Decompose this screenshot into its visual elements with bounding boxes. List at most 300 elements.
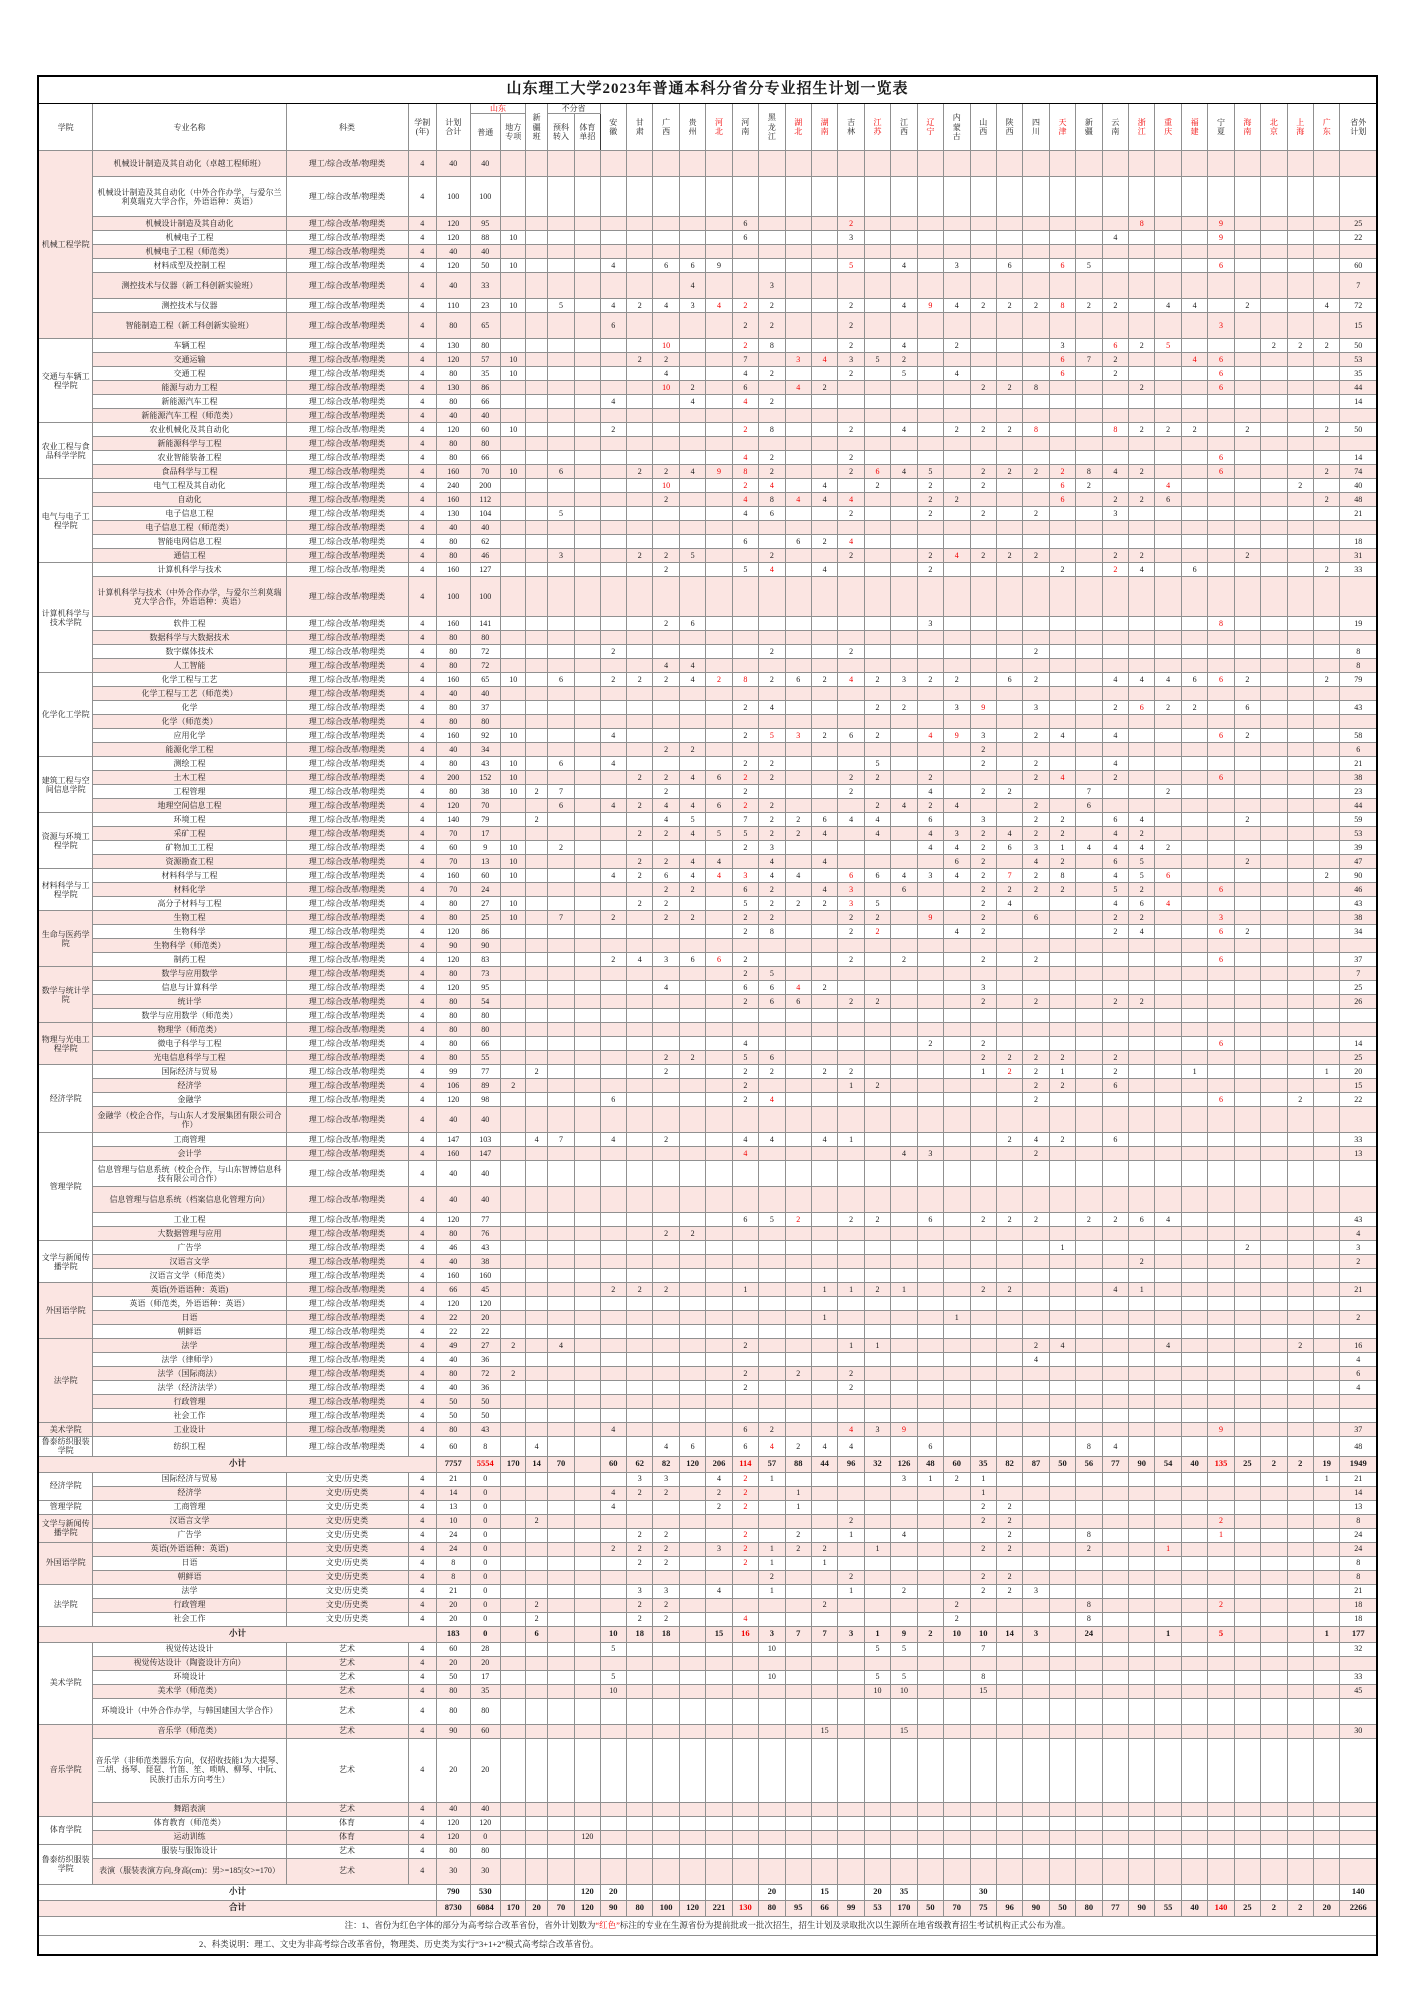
cell-common: 66: [470, 395, 500, 409]
cell-jx: 4: [891, 339, 917, 353]
cell-shx: [996, 1107, 1022, 1133]
major-row: [38, 1353, 1377, 1367]
cell-jx: [891, 177, 917, 217]
cell-total: 20: [436, 1656, 470, 1670]
cell-common: 100: [470, 577, 500, 617]
cell-cq: [1155, 981, 1181, 995]
cell-shx: [996, 395, 1022, 409]
category-cell: 理工/综合改革/物理类: [286, 1339, 408, 1353]
cell-hn: [1234, 1051, 1260, 1065]
cell-gx: 2: [653, 1227, 679, 1241]
cell-ty: [575, 1656, 600, 1670]
cell-sh: [1287, 1227, 1313, 1241]
cell-sc: [1023, 1642, 1049, 1656]
cell-hen: [732, 1227, 758, 1241]
cell-tj: [1049, 259, 1075, 273]
cell-nx: [1208, 897, 1234, 911]
red-value: 2: [743, 481, 748, 491]
cell-gs: [627, 521, 653, 535]
cell-xjb: 2: [526, 1065, 547, 1079]
cell-gz: [679, 563, 705, 577]
major-row: [38, 1213, 1377, 1227]
col-years: 学制 (年): [408, 104, 436, 151]
cell-hn: [1234, 1528, 1260, 1542]
cell-nmg: [944, 1037, 970, 1051]
cell-ln: [917, 381, 943, 395]
cell-tj: [1049, 743, 1075, 757]
cell-jl: [838, 259, 864, 273]
cell-yk: 7: [547, 1133, 574, 1147]
cell-nmg: [944, 1255, 970, 1269]
cell-df: [501, 409, 526, 423]
cell-heb: [706, 521, 732, 535]
cell-sx: [970, 1802, 996, 1816]
category-cell: 理工/综合改革/物理类: [286, 1079, 408, 1093]
cell-df: [501, 1381, 526, 1395]
cell-jx: [891, 1816, 917, 1830]
cell-gz: 4: [679, 273, 705, 299]
cell-gd: [1313, 1093, 1339, 1107]
cell-gz: 6: [679, 953, 705, 967]
category-cell: 理工/综合改革/物理类: [286, 507, 408, 521]
cell-sc: [1023, 1187, 1049, 1213]
cell-fj: [1181, 1844, 1207, 1858]
cell-zj: [1129, 245, 1155, 259]
category-cell: 理工/综合改革/物理类: [286, 1423, 408, 1437]
cell-bj: [1261, 1353, 1287, 1367]
cell-gz: 2: [679, 883, 705, 897]
cell-heb: [706, 1051, 732, 1065]
red-value: 135: [1214, 1458, 1228, 1469]
cell-cq: [1155, 827, 1181, 841]
cell-ty: [575, 1556, 600, 1570]
cell-jl: [838, 1542, 864, 1556]
cell-cq: [1155, 757, 1181, 771]
cell-jl: [838, 1161, 864, 1187]
cell-fj: [1181, 1858, 1207, 1884]
cell-gs: [627, 1884, 653, 1900]
cell-gd: 2: [1313, 339, 1339, 353]
cell-gz: [679, 631, 705, 645]
cell-xjb: [526, 1528, 547, 1542]
years-cell: 4: [408, 701, 436, 715]
cell-total: 160: [436, 869, 470, 883]
major-row: [38, 1269, 1377, 1283]
cell-ln: [917, 631, 943, 645]
cell-hub: 95: [785, 1900, 811, 1916]
cell-zj: [1129, 1381, 1155, 1395]
cell-sh: 2: [1287, 1093, 1313, 1107]
cell-hun: 2: [811, 1065, 837, 1079]
years-cell: 4: [408, 1255, 436, 1269]
cell-bj: [1261, 1161, 1287, 1187]
major-row: [38, 1147, 1377, 1161]
cell-hen: 2: [732, 701, 758, 715]
cell-nx: [1208, 1147, 1234, 1161]
cell-out: 4: [1340, 1381, 1377, 1395]
cell-tj: [1049, 1187, 1075, 1213]
cell-zj: [1129, 1500, 1155, 1514]
cell-ah: [600, 409, 626, 423]
cell-out: 3: [1340, 1241, 1377, 1255]
years-cell: 4: [408, 967, 436, 981]
cell-sh: [1287, 273, 1313, 299]
cell-nx: [1208, 1456, 1234, 1472]
cell-common: 25: [470, 911, 500, 925]
cell-tj: [1049, 1724, 1075, 1738]
cell-heb: [706, 1381, 732, 1395]
cell-common: 86: [470, 925, 500, 939]
cell-hun: [811, 715, 837, 729]
cell-sh: [1287, 465, 1313, 479]
cell-xjb: [526, 911, 547, 925]
cell-hun: [811, 841, 837, 855]
cell-ty: [575, 1297, 600, 1311]
cell-hlj: 1: [759, 1584, 785, 1598]
cell-heb: [706, 1409, 732, 1423]
cell-zj: [1129, 479, 1155, 493]
cell-total: 70: [436, 827, 470, 841]
cell-hen: [732, 1395, 758, 1409]
cell-gz: [679, 437, 705, 451]
cell-common: 80: [470, 1698, 500, 1724]
cell-gs: [627, 813, 653, 827]
category-cell: 理工/综合改革/物理类: [286, 259, 408, 273]
cell-sc: [1023, 1283, 1049, 1297]
cell-ln: [917, 911, 943, 925]
cell-ln: [917, 521, 943, 535]
cell-tj: [1049, 423, 1075, 437]
cell-fj: [1181, 981, 1207, 995]
cell-nmg: [944, 1738, 970, 1802]
cell-common: 35: [470, 1684, 500, 1698]
cell-jl: [838, 939, 864, 953]
cell-gs: [627, 841, 653, 855]
cell-sc: [1023, 1528, 1049, 1542]
cell-zj: [1129, 1311, 1155, 1325]
cell-yn: 2: [1102, 995, 1128, 1009]
cell-hlj: 2: [759, 771, 785, 785]
cell-gs: [627, 479, 653, 493]
cell-cq: [1155, 1187, 1181, 1213]
cell-yk: [547, 1844, 574, 1858]
cell-bj: [1261, 729, 1287, 743]
cell-hlj: 8: [759, 925, 785, 939]
cell-hn: [1234, 883, 1260, 897]
cell-hen: [732, 617, 758, 631]
years-cell: 4: [408, 911, 436, 925]
cell-tj: 2: [1049, 1079, 1075, 1093]
cell-ty: [575, 1227, 600, 1241]
cell-zj: [1129, 1816, 1155, 1830]
cell-yn: 6: [1102, 1133, 1128, 1147]
cell-fj: [1181, 1161, 1207, 1187]
major-row: [38, 939, 1377, 953]
cell-nx: [1208, 1802, 1234, 1816]
cell-ln: [917, 925, 943, 939]
cell-nx: [1208, 1325, 1234, 1339]
cell-bj: [1261, 1133, 1287, 1147]
cell-heb: [706, 493, 732, 507]
cell-yk: [547, 631, 574, 645]
cell-nx: [1208, 1900, 1234, 1916]
cell-out: 21: [1340, 1472, 1377, 1486]
cell-tj: [1049, 507, 1075, 521]
cell-cq: [1155, 799, 1181, 813]
cell-jx: [891, 437, 917, 451]
cell-jx: [891, 939, 917, 953]
cell-yk: [547, 563, 574, 577]
cell-hlj: 10: [759, 1642, 785, 1656]
cell-jx: [891, 1395, 917, 1409]
cell-zj: [1129, 771, 1155, 785]
cell-yn: 4: [1102, 757, 1128, 771]
cell-jx: 15: [891, 1724, 917, 1738]
cell-ty: [575, 217, 600, 231]
cell-hen: [732, 1409, 758, 1423]
cell-nx: [1208, 1816, 1234, 1830]
cell-hub: 6: [785, 995, 811, 1009]
cell-bj: [1261, 1213, 1287, 1227]
cell-cq: [1155, 953, 1181, 967]
cell-js: [864, 1367, 890, 1381]
cell-gs: [627, 1500, 653, 1514]
cell-zj: [1129, 1542, 1155, 1556]
cell-sx: [970, 1656, 996, 1670]
cell-gz: [679, 535, 705, 549]
cell-fj: [1181, 785, 1207, 799]
cell-ln: 6: [917, 1213, 943, 1227]
cell-jx: [891, 1325, 917, 1339]
major-name: 体育教育（师范类）: [93, 1816, 286, 1830]
cell-hun: [811, 521, 837, 535]
cell-jx: [891, 911, 917, 925]
cell-hlj: [759, 1255, 785, 1269]
cell-fj: 1: [1181, 1065, 1207, 1079]
cell-ah: 90: [600, 1900, 626, 1916]
cell-hun: 4: [811, 493, 837, 507]
cell-jl: [838, 1107, 864, 1133]
cell-gx: [653, 151, 679, 177]
major-name: 新能源汽车工程（师范类）: [93, 409, 286, 423]
cell-xj: [1076, 1269, 1102, 1283]
cell-xjb: [526, 1884, 547, 1900]
cell-common: 24: [470, 883, 500, 897]
cell-ah: [600, 1339, 626, 1353]
cell-cq: [1155, 1107, 1181, 1133]
cell-jx: [891, 1023, 917, 1037]
cell-ah: [600, 493, 626, 507]
cell-gs: [627, 1311, 653, 1325]
cell-cq: [1155, 1858, 1181, 1884]
cell-xj: [1076, 1684, 1102, 1698]
cell-xjb: [526, 493, 547, 507]
cell-shx: [996, 1325, 1022, 1339]
cell-sx: [970, 701, 996, 715]
cell-sx: 1: [970, 1065, 996, 1079]
major-name: 工程管理: [93, 785, 286, 799]
cell-yk: [547, 1009, 574, 1023]
cell-nmg: [944, 507, 970, 521]
cell-hn: [1234, 535, 1260, 549]
cell-hub: [785, 1037, 811, 1051]
cell-tj: [1049, 1009, 1075, 1023]
cell-sh: [1287, 1684, 1313, 1698]
cell-common: 43: [470, 757, 500, 771]
cell-df: [501, 1133, 526, 1147]
cell-yn: [1102, 1023, 1128, 1037]
cell-sh: [1287, 409, 1313, 423]
cell-hn: [1234, 1367, 1260, 1381]
cell-jl: 6: [838, 729, 864, 743]
cell-ah: [600, 1297, 626, 1311]
red-value: 2: [1060, 467, 1065, 477]
cell-total: 8: [436, 1556, 470, 1570]
cell-jx: [891, 1009, 917, 1023]
major-name: 法学: [93, 1584, 286, 1598]
college-cell: 经济学院: [38, 1472, 93, 1500]
cell-nx: [1208, 1698, 1234, 1724]
cell-cq: [1155, 1528, 1181, 1542]
cell-nx: [1208, 217, 1234, 231]
major-row: [38, 967, 1377, 981]
cell-sh: [1287, 743, 1313, 757]
years-cell: 4: [408, 1500, 436, 1514]
cell-xjb: [526, 313, 547, 339]
cell-hlj: 2: [759, 299, 785, 313]
cell-heb: [706, 645, 732, 659]
cell-sh: [1287, 1147, 1313, 1161]
cell-xj: [1076, 673, 1102, 687]
cell-df: [501, 395, 526, 409]
cell-gs: [627, 1339, 653, 1353]
cell-xj: [1076, 771, 1102, 785]
cell-bj: [1261, 563, 1287, 577]
cell-ty: [575, 729, 600, 743]
cell-zj: [1129, 409, 1155, 423]
cell-jx: [891, 1311, 917, 1325]
cell-fj: [1181, 1133, 1207, 1147]
cell-hn: [1234, 259, 1260, 273]
cell-total: 120: [436, 1093, 470, 1107]
cell-total: 120: [436, 259, 470, 273]
red-value: 2: [743, 301, 748, 311]
cell-df: [501, 1213, 526, 1227]
cell-xj: [1076, 1556, 1102, 1570]
cell-yk: [547, 729, 574, 743]
category-cell: 理工/综合改革/物理类: [286, 925, 408, 939]
cell-nx: [1208, 1670, 1234, 1684]
cell-hun: [811, 967, 837, 981]
major-row: [38, 151, 1377, 177]
cell-gx: 2: [653, 549, 679, 563]
cell-bj: [1261, 535, 1287, 549]
cell-hun: [811, 645, 837, 659]
cell-bj: [1261, 151, 1287, 177]
cell-heb: [706, 1187, 732, 1213]
cell-bj: [1261, 1642, 1287, 1656]
cell-shx: [996, 1339, 1022, 1353]
cell-ln: [917, 757, 943, 771]
cell-sh: [1287, 645, 1313, 659]
cell-hlj: 2: [759, 645, 785, 659]
cell-heb: [706, 1423, 732, 1437]
cell-jl: [838, 1297, 864, 1311]
major-name: 化学工程与工艺: [93, 673, 286, 687]
cell-jl: 2: [838, 299, 864, 313]
cell-yk: [547, 1107, 574, 1133]
major-row: [38, 981, 1377, 995]
cell-js: 2: [864, 1079, 890, 1093]
cell-ty: [575, 577, 600, 617]
cell-bj: 2: [1261, 339, 1287, 353]
cell-yk: [547, 577, 574, 617]
cell-gs: [627, 883, 653, 897]
cell-hen: 2: [732, 925, 758, 939]
cell-hub: [785, 217, 811, 231]
cell-heb: [706, 841, 732, 855]
cell-gx: 4: [653, 299, 679, 313]
cell-zj: 2: [1129, 423, 1155, 437]
cell-df: 10: [501, 299, 526, 313]
cell-fj: [1181, 1642, 1207, 1656]
cell-jx: [891, 1297, 917, 1311]
cell-hun: 4: [811, 883, 837, 897]
cell-hen: 6: [732, 883, 758, 897]
cell-ah: [600, 353, 626, 367]
red-value: 5: [1218, 1628, 1224, 1639]
cell-hub: [785, 465, 811, 479]
cell-nmg: [944, 785, 970, 799]
cell-hlj: 8: [759, 423, 785, 437]
college-cell: 美术学院: [38, 1642, 93, 1724]
cell-hen: [732, 799, 758, 813]
cell-fj: [1181, 645, 1207, 659]
cell-hlj: 2: [759, 757, 785, 771]
cell-nx: [1208, 437, 1234, 451]
cell-sx: [970, 939, 996, 953]
cell-zj: [1129, 1570, 1155, 1584]
cell-df: 10: [501, 855, 526, 869]
cell-nmg: [944, 437, 970, 451]
cell-sx: 2: [970, 1570, 996, 1584]
col-province-hen: 河 南: [732, 104, 758, 151]
cell-fj: 40: [1181, 1456, 1207, 1472]
cell-sx: [970, 715, 996, 729]
cell-shx: 14: [996, 1626, 1022, 1642]
cell-total: 80: [436, 967, 470, 981]
col-province-gd: 广 东: [1313, 104, 1339, 151]
cell-hn: 2: [1234, 925, 1260, 939]
cell-ah: [600, 1325, 626, 1339]
college-cell: 资源与环境工程学院: [38, 813, 93, 869]
cell-yn: [1102, 1656, 1128, 1670]
cell-ln: [917, 409, 943, 423]
cell-nx: [1208, 451, 1234, 465]
cell-heb: [706, 1598, 732, 1612]
cell-yk: [547, 273, 574, 299]
major-name: 信息管理与信息系统（校企合作，与山东智博信息科技有限公司合作）: [93, 1161, 286, 1187]
cell-ah: [600, 479, 626, 493]
cell-df: [501, 1023, 526, 1037]
cell-xj: 7: [1076, 785, 1102, 799]
cell-gd: 2: [1313, 423, 1339, 437]
cell-sc: [1023, 353, 1049, 367]
cell-hub: [785, 1065, 811, 1079]
cell-hen: [732, 1325, 758, 1339]
cell-shx: [996, 1437, 1022, 1456]
cell-fj: [1181, 883, 1207, 897]
